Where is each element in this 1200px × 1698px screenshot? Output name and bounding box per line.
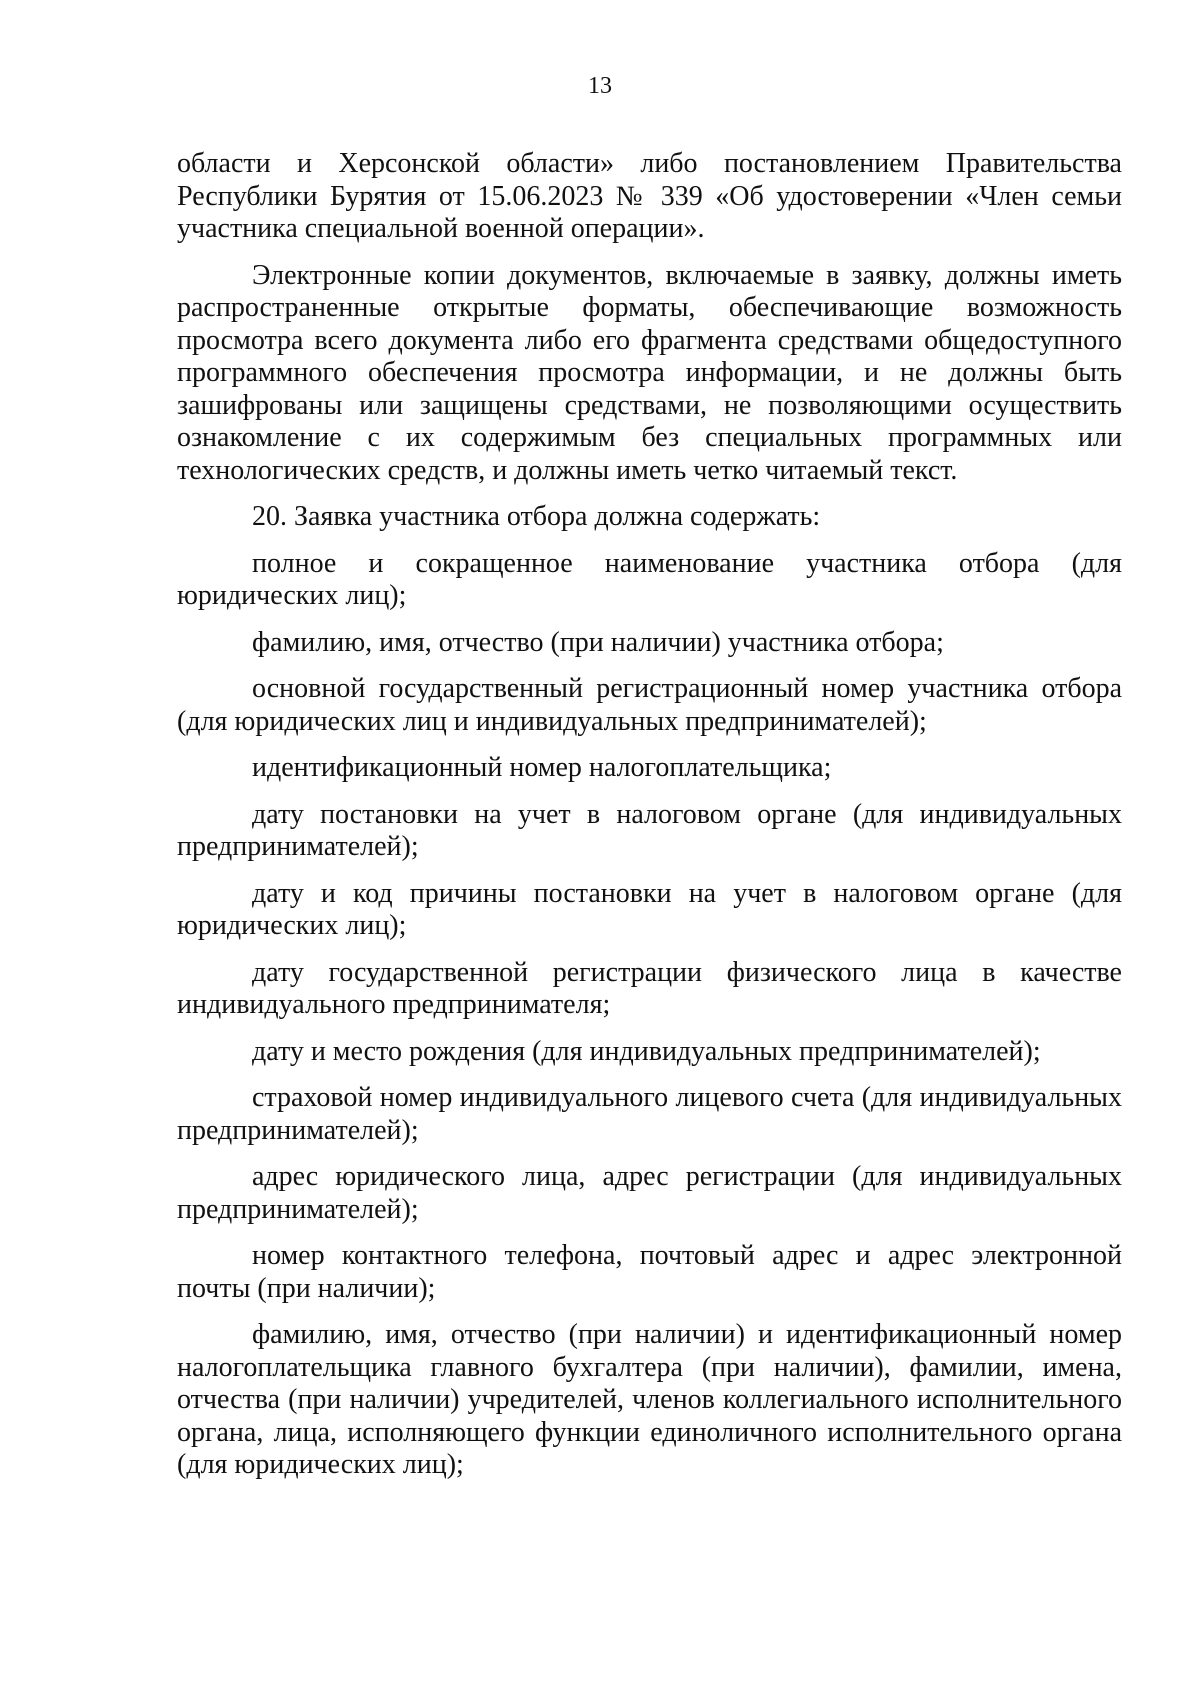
paragraph-continuation: области и Херсонской области» либо постановлением Правительства Республики Бурятия от 15.06.2023 № 339 «Об удостоверении «Член семьи участника специальной военной операции». — [177, 148, 1122, 244]
list-item-fio: фамилию, имя, отчество (при наличии) участника отбора; — [252, 626, 944, 658]
page-number: 13 — [588, 73, 612, 99]
list-item-officers: фамилию, имя, отчество (при наличии) и идентификационный номер налогоплательщика главного бухгалтера (при наличии), фамилии, имена, отчества (при наличии) учредителей, членов коллегиального исполнительного органа, лица, исполняющего функции единоличного исполнительного органа (для юридических лиц); — [177, 1319, 1122, 1480]
list-item-inn: идентификационный номер налогоплательщика; — [252, 752, 832, 783]
paragraph-electronic-copies: Электронные копии документов, включаемые в заявку, должны иметь распространенные открытые форматы, обеспечивающие возможность просмотра всего документа либо его фрагмента средствами общедоступного программного обеспечения просмотра информации, и не должны быть зашифрованы или защищены средствами, не позволяющими осуществить ознакомление с их содержимым без специальных программных или технологических средств, и должны иметь четко читаемый текст. — [177, 259, 1122, 486]
paragraph-item-20-heading: 20. Заявка участника отбора должна содержать: — [252, 501, 821, 532]
list-item-birth-date-place: дату и место рождения (для индивидуальных предпринимателей); — [252, 1035, 1041, 1067]
list-item-ogrn: основной государственный регистрационный номер участника отбора (для юридических лиц и индивидуальных предпринимателей); — [177, 673, 1122, 737]
list-item-full-name: полное и сокращенное наименование участника отбора (для юридических лиц); — [177, 547, 1122, 611]
list-item-tax-registration-date: дату постановки на учет в налоговом органе (для индивидуальных предпринимателей); — [177, 798, 1122, 862]
document-body — [177, 148, 1122, 1482]
list-item-kpp: дату и код причины постановки на учет в налоговом органе (для юридических лиц); — [177, 877, 1122, 941]
list-item-contacts: номер контактного телефона, почтовый адрес и адрес электронной почты (при наличии); — [177, 1240, 1122, 1304]
list-item-snils: страховой номер индивидуального лицевого счета (для индивидуальных предпринимателей); — [177, 1082, 1122, 1146]
list-item-address: адрес юридического лица, адрес регистрации (для индивидуальных предпринимателей); — [177, 1161, 1122, 1225]
list-item-state-registration-date: дату государственной регистрации физического лица в качестве индивидуального предпринимателя; — [177, 956, 1122, 1020]
